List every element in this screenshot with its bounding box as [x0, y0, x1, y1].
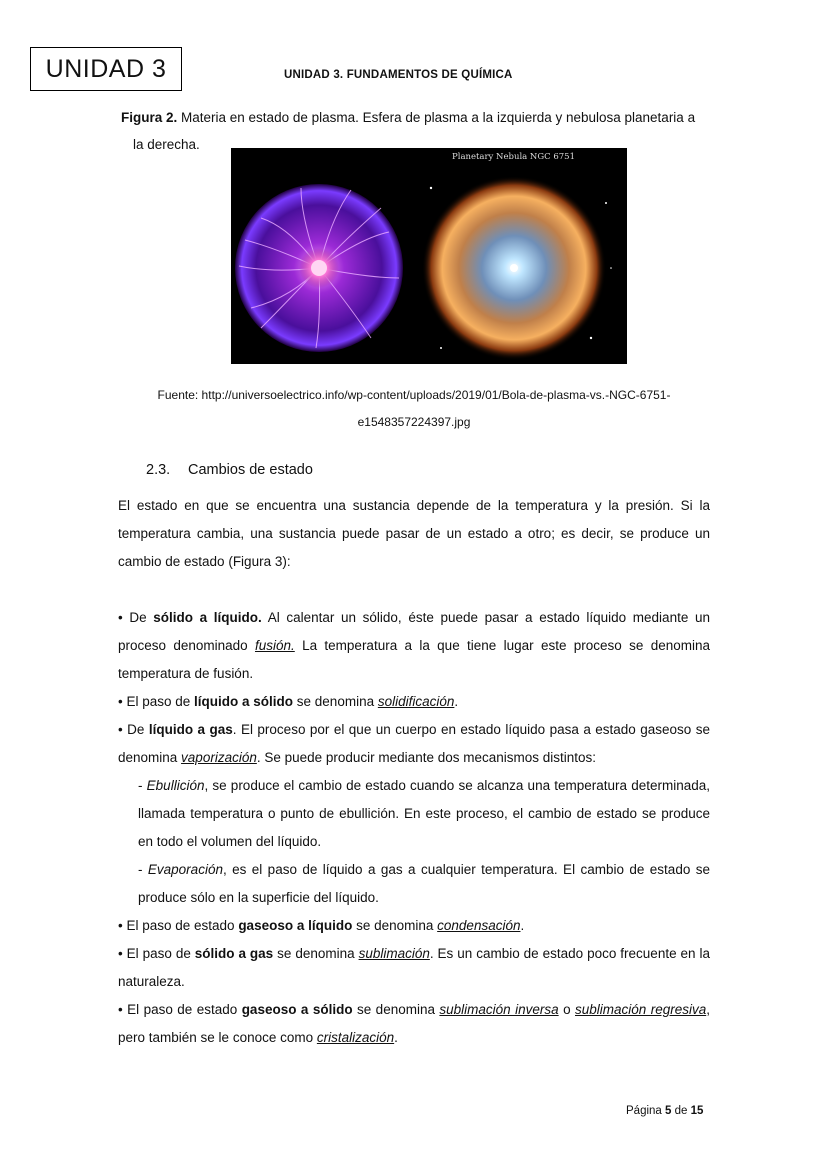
term-evaporacion: Evaporación — [147, 862, 223, 877]
intro-paragraph: El estado en que se encuentra una sustancia depende de la temperatura y la presión. Si la temperatura cambia, una sustancia puede pasar de un estado a otro; es decir, se produce un cambio de estado (Figura 3): — [118, 498, 710, 569]
figure-caption-text-2: la derecha. — [133, 137, 200, 152]
term-vaporizacion: vaporización — [181, 750, 257, 765]
plasma-nebula-image — [231, 148, 627, 364]
unit-label-box — [30, 47, 182, 91]
sub-item-evaporacion: - Evaporación, es el paso de líquido a gas a cualquier temperatura. El cambio de estado se produce sólo en la superficie del líquido. — [138, 862, 710, 905]
page-number: Página 5 de 15 — [626, 1105, 704, 1117]
bullet-liquid-to-solid: • El paso de líquido a sólido se denomina solidificación. — [118, 694, 459, 709]
figure-source-line-1: Fuente: http://universoelectrico.info/wp-content/uploads/2019/01/Bola-de-plasma-vs.-NGC-6751- — [157, 388, 671, 402]
figure-caption-text-1: Materia en estado de plasma. Esfera de plasma a la izquierda y nebulosa planetaria a — [177, 110, 696, 125]
section-number: 2.3. — [146, 462, 171, 478]
bullet-liquid-to-gas: • De líquido a gas. El proceso por el que un cuerpo en estado líquido pasa a estado gaseoso se denomina vaporización. Se puede producir mediante dos mecanismos distintos: — [118, 722, 710, 765]
section-title: Cambios de estado — [188, 462, 313, 478]
unit-label: UNIDAD 3 — [45, 54, 167, 83]
term-ebullicion: Ebullición — [146, 778, 205, 793]
section-body — [118, 492, 710, 1052]
bullet-solid-to-liquid: • De sólido a líquido. Al calentar un sólido, éste puede pasar a estado líquido mediante un proceso denominado fusión. La temperatura a la que tiene lugar este proceso se denomina temperatura de fusión. — [118, 610, 710, 681]
bullet-gas-to-liquid: • El paso de estado gaseoso a líquido se denomina condensación. — [118, 918, 525, 933]
term-condensacion: condensación — [437, 918, 521, 933]
image-label: Planetary Nebula NGC 6751 — [452, 152, 575, 162]
sub-item-ebullicion: - Ebullición, se produce el cambio de estado cuando se alcanza una temperatura determinada, llamada temperatura o punto de ebullición. En este proceso, el cambio de estado se produce en todo el volumen del líquido. — [138, 778, 710, 849]
term-sublimacion-regresiva: sublimación regresiva — [575, 1002, 707, 1017]
figure-caption-label: Figura 2. — [121, 110, 178, 125]
section-heading — [146, 462, 313, 478]
bullet-gas-to-solid: • El paso de estado gaseoso a sólido se denomina sublimación inversa o sublimación regresiva, pero también se le conoce como cristalización. — [118, 1002, 710, 1045]
term-solidificacion: solidificación — [377, 694, 455, 709]
figure-source — [100, 382, 728, 436]
term-cristalizacion: cristalización — [316, 1030, 395, 1045]
figure-source-line-2: e1548357224397.jpg — [357, 415, 471, 429]
term-fusion: fusión. — [254, 638, 295, 653]
term-sublimacion-inversa: sublimación inversa — [439, 1002, 559, 1017]
bullet-solid-to-gas: • El paso de sólido a gas se denomina sublimación. Es un cambio de estado poco frecuente en la naturaleza. — [118, 946, 710, 989]
page-header-title: UNIDAD 3. FUNDAMENTOS DE QUÍMICA — [284, 69, 513, 81]
plasma-nebula-figure — [231, 148, 627, 364]
term-sublimacion: sublimación — [358, 946, 430, 961]
